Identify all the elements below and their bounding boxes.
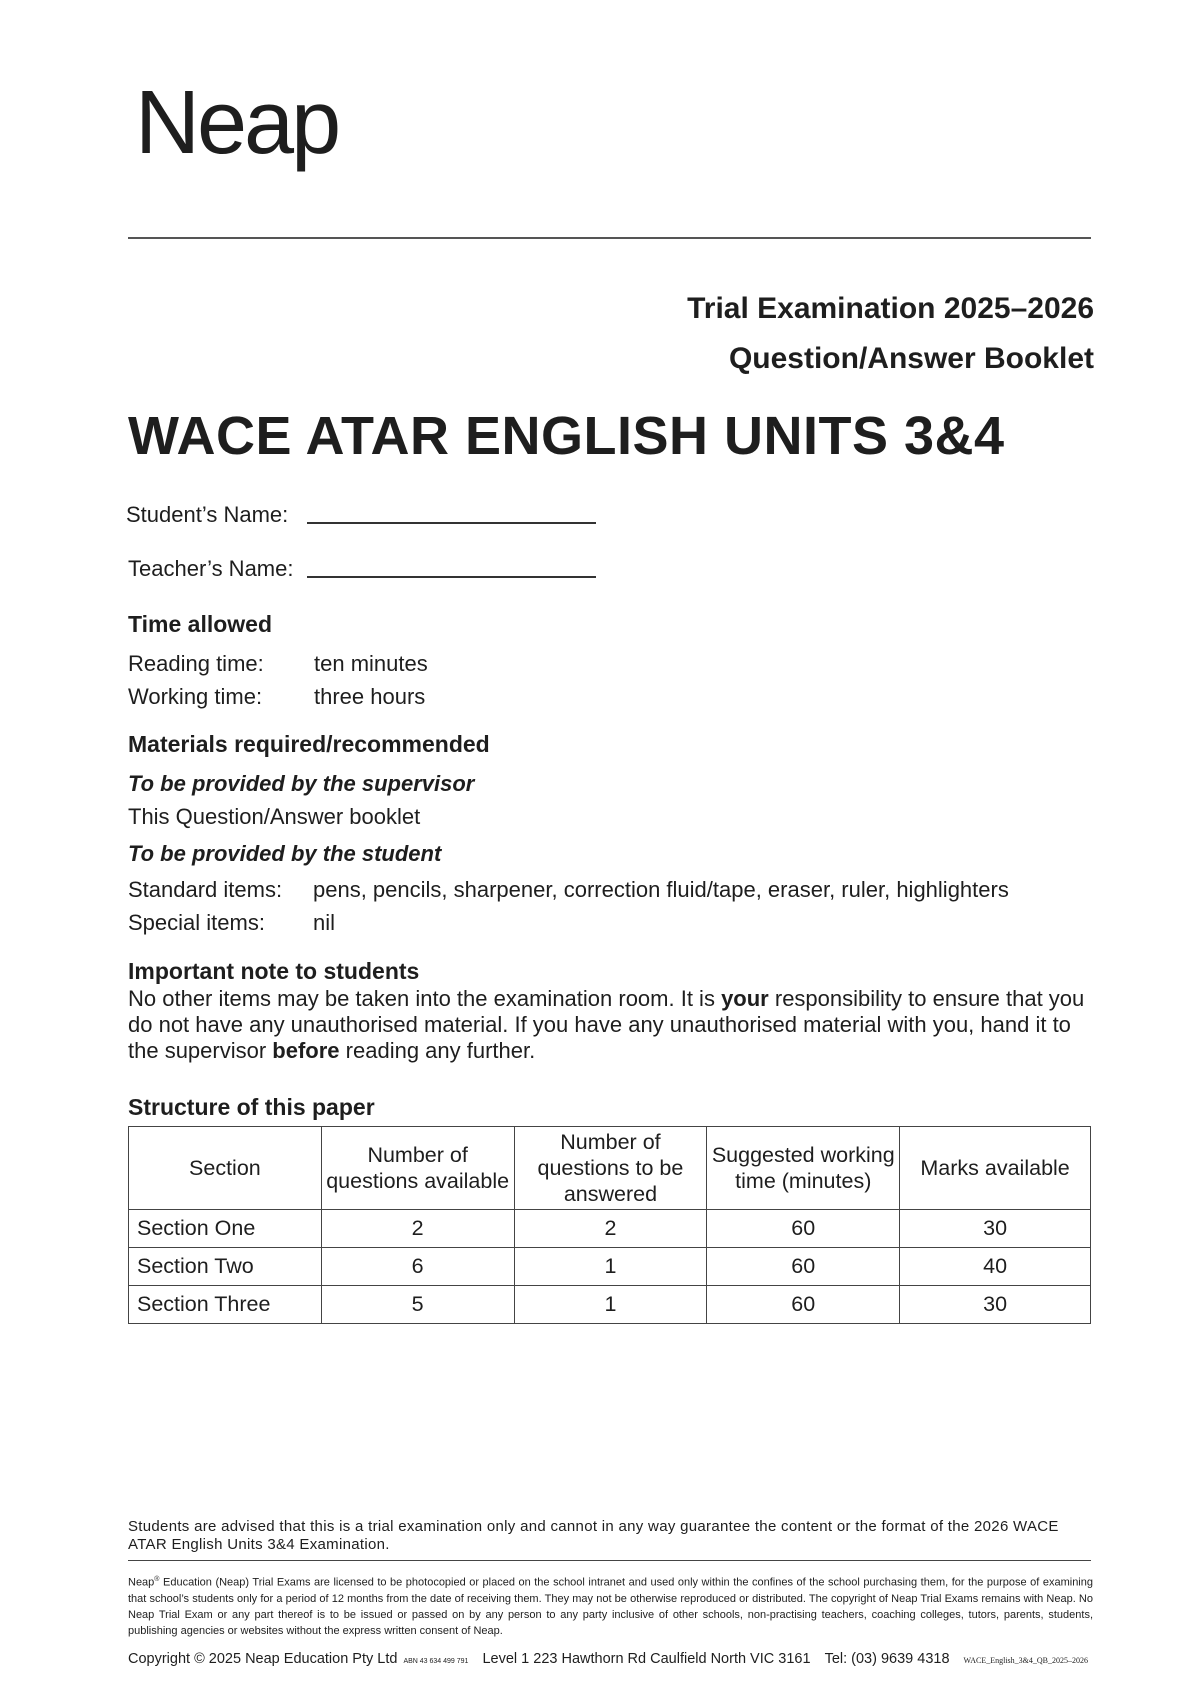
table-cell: 40 [900,1248,1091,1286]
document-code: WACE_English_3&4_QB_2025–2026 [963,1656,1088,1665]
important-note-heading: Important note to students [128,958,420,984]
reading-time-label: Reading time: [128,651,264,676]
table-cell: 60 [707,1286,900,1324]
table-cell: Section Three [129,1286,322,1324]
page-title: WACE ATAR ENGLISH UNITS 3&4 [128,406,1005,466]
table-cell: Section Two [129,1248,322,1286]
licence-notice: Neap® Education (Neap) Trial Exams are licensed to be photocopied or placed on the school intranet and used only within the confines of the school purchasing them, for the purpose of examining that school’s students only for a period of 12 months from the date of receiving them. They may not be otherwise reproduced or distributed. The copyright of Neap Trial Exams remains with Neap. No Neap Trial Exam or any part thereof is to be issued or passed on by any person to any party inclusive of other schools, non-practising teachers, coaching colleges, tutors, parents, students, publishing agencies or websites without the express written consent of Neap. [128,1576,1093,1637]
column-header: Section [129,1127,322,1210]
table-cell: 6 [321,1248,514,1286]
supervisor-heading: To be provided by the supervisor [128,771,475,796]
table-cell: 30 [900,1210,1091,1248]
structure-heading: Structure of this paper [128,1094,375,1120]
column-header: Suggested working time (minutes) [707,1127,900,1210]
student-heading: To be provided by the student [128,841,442,866]
table-row [129,1210,1091,1248]
table-row [129,1248,1091,1286]
table-cell: 2 [514,1210,707,1248]
time-allowed-heading: Time allowed [128,611,273,637]
footer-divider [128,1560,1091,1561]
phone-text: Tel: (03) 9639 4318 [824,1651,950,1667]
table-header-row [129,1127,1091,1210]
table-row [129,1286,1091,1324]
important-note-text: No other items may be taken into the examination room. It is your responsibility to ensure that you do not have any unauthorised material. If you have any unauthorised material with you, hand it to the supervisor before reading any further. [128,986,1085,1063]
student-name-field[interactable] [307,522,596,524]
booklet-line: Question/Answer Booklet [728,342,1094,375]
table-cell: 1 [514,1286,707,1324]
neap-logo: Neap [135,73,339,173]
reading-time-value: ten minutes [314,651,428,676]
copyright-text: Copyright © 2025 Neap Education Pty Ltd [128,1651,398,1667]
student-name-label: Student’s Name: [126,502,289,527]
supervisor-item: This Question/Answer booklet [128,804,421,829]
column-header: Number of questions to be answered [514,1127,707,1210]
materials-heading: Materials required/recommended [128,731,490,757]
special-items-value: nil [313,910,336,935]
table-cell: 60 [707,1248,900,1286]
table-cell: 5 [321,1286,514,1324]
special-items-label: Special items: [128,910,265,935]
working-time-label: Working time: [128,684,263,709]
table-cell: 2 [321,1210,514,1248]
table-cell: 60 [707,1210,900,1248]
standard-items-value: pens, pencils, sharpener, correction fluid/tape, eraser, ruler, highlighters [313,877,1009,902]
column-header: Marks available [900,1127,1091,1210]
table-cell: 1 [514,1248,707,1286]
structure-table [128,1126,1091,1324]
header-divider [128,237,1091,239]
working-time-value: three hours [314,684,426,709]
column-header: Number of questions available [321,1127,514,1210]
address-text: Level 1 223 Hawthorn Rd Caulfield North VIC 3161 [482,1651,811,1667]
table-cell: Section One [129,1210,322,1248]
teacher-name-label: Teacher’s Name: [128,556,294,581]
publisher-footer [128,1651,1098,1667]
exam-line: Trial Examination 2025–2026 [687,292,1094,325]
trial-disclaimer: Students are advised that this is a trial examination only and cannot in any way guarantee the content or the format of the 2026 WACE ATAR English Units 3&4 Examination. [128,1518,1059,1553]
teacher-name-field[interactable] [307,576,596,578]
abn-text: ABN 43 634 499 791 [403,1658,469,1665]
standard-items-label: Standard items: [128,877,283,902]
table-cell: 30 [900,1286,1091,1324]
